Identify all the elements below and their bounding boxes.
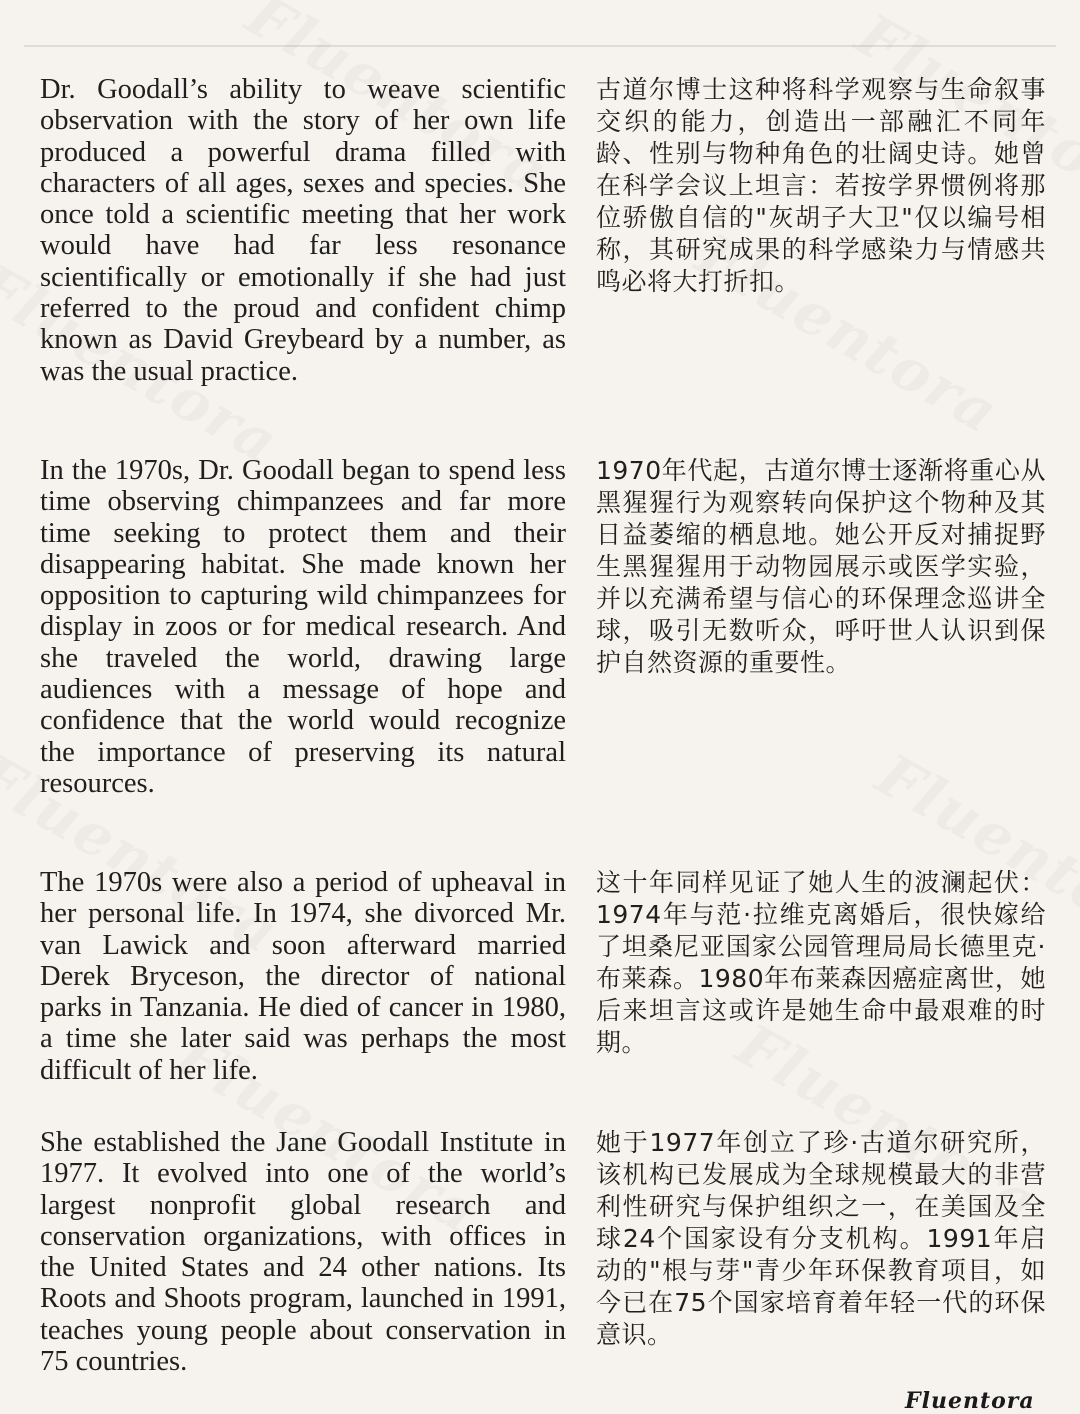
chinese-paragraph: 1970年代起，古道尔博士逐渐将重心从黑猩猩行为观察转向保护这个物种及其日益萎缩的栖息地。她公开反对捕捉野生黑猩猩用于动物园展示或医学实验，并以充满希望与信心的环保理念巡讲全球，吸引无数听众，呼吁世人认识到保护自然资源的重要性。: [596, 456, 1046, 677]
chinese-paragraph: 她于1977年创立了珍·古道尔研究所，该机构已发展成为全球规模最大的非营利性研究与保护组织之一，在美国及全球24个国家设有分支机构。1991年启动的"根与芽"青少年环保教育项目，如今已在75个国家培育着年轻一代的环保意识。: [596, 1128, 1046, 1349]
english-paragraph: The 1970s were also a period of upheaval in her personal life. In 1974, she divorced Mr. van Lawick and soon afterward married Derek Bryceson, the director of national parks in Tanzania. He died of cancer in 1980, a time she later said was perhaps the most difficult of her life.: [40, 867, 566, 1086]
chinese-paragraph: 古道尔博士这种将科学观察与生命叙事交织的能力，创造出一部融汇不同年龄、性别与物种角色的壮阔史诗。她曾在科学会议上坦言：若按学界惯例将那位骄傲自信的"灰胡子大卫"仅以编号相称，其研究成果的科学感染力与情感共鸣必将大打折扣。: [596, 75, 1046, 296]
brand-logo: Fluentora: [905, 1388, 1035, 1414]
english-paragraph: In the 1970s, Dr. Goodall began to spend less time observing chimpanzees and far more time seeking to protect them and their disappearing habitat. She made known her opposition to capturing wild chimpanzees for display in zoos or for medical research. And she traveled the world, drawing large audiences with a message of hope and confidence that the world would recognize the importance of preserving its natural resources.: [40, 455, 566, 799]
chinese-paragraph: 这十年同样见证了她人生的波澜起伏：1974年与范·拉维克离婚后，很快嫁给了坦桑尼亚国家公园管理局局长德里克·布莱森。1980年布莱森因癌症离世，她后来坦言这或许是她生命中最艰难的时期。: [596, 868, 1046, 1057]
english-paragraph: Dr. Goodall’s ability to weave scientific observation with the story of her own life produced a powerful drama filled with characters of all ages, sexes and species. She once told a scientific meeting that her work would have had far less resonance scientifically or emotionally if she had just referred to the proud and confident chimp known as David Greybeard by a number, as was the usual practice.: [40, 74, 566, 387]
english-paragraph: She established the Jane Goodall Institute in 1977. It evolved into one of the world’s largest nonprofit global research and conservation organizations, with offices in the United States and 24 other nations. Its Roots and Shoots program, launched in 1991, teaches young people about conservation in 75 countries.: [40, 1127, 566, 1378]
top-divider: [24, 45, 1056, 47]
